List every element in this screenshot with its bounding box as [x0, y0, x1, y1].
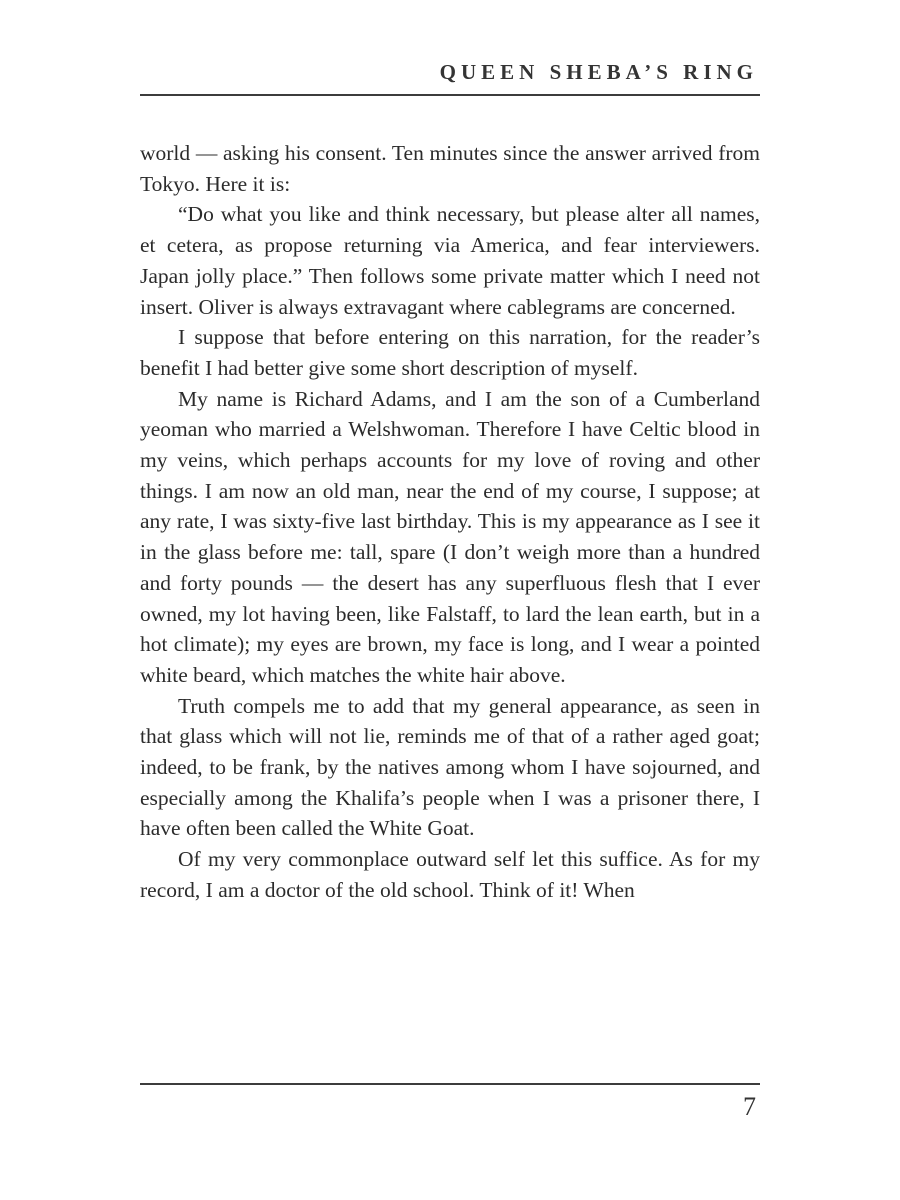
paragraph-2: “Do what you like and think necessary, but please alter all names, et cetera, as propose returning via America, and fear interviewers. Japan jolly place.” Then follows some private matter which I need not insert. Oliver is always extravagant where cablegrams are concerned.: [140, 202, 760, 319]
page-footer: [140, 1083, 760, 1122]
paragraph-5: Truth compels me to add that my general appearance, as seen in that glass which will not lie, reminds me of that of a rather aged goat; indeed, to be frank, by the natives among whom I have sojourned, and especially among the Khalifa’s people when I was a prisoner there, I have often been called the White Goat.: [140, 693, 760, 841]
paragraph-4: My name is Richard Adams, and I am the son of a Cumberland yeoman who married a Welshwoman. Therefore I have Celtic blood in my veins, which perhaps accounts for my love of roving and other things. I am now an old man, near the end of my course, I suppose; at any rate, I was sixty-five last birthday. This is my appearance as I see it in the glass before me: tall, spare (I don’t weigh more than a hundred and forty pounds — the desert has any superfluous flesh that I ever owned, my lot having been, like Falstaff, to lard the lean earth, but in a hot climate); my eyes are brown, my face is long, and I wear a pointed white beard, which matches the white hair above.: [140, 386, 760, 687]
running-title: QUEEN SHEBA’S RING: [439, 60, 758, 84]
header-rule: [140, 94, 760, 96]
paragraph-6: Of my very commonplace outward self let this suffice. As for my record, I am a doctor of the old school. Think of it! When: [140, 847, 760, 902]
page-header: [140, 60, 760, 96]
footer-rule: [140, 1083, 760, 1085]
page-number: 7: [743, 1092, 756, 1121]
paragraph-1: world — asking his consent. Ten minutes since the answer arrived from Tokyo. Here it is:: [140, 141, 760, 196]
page-body: [140, 138, 760, 906]
paragraph-3: I suppose that before entering on this narration, for the reader’s benefit I had better give some short description of myself.: [140, 325, 760, 380]
